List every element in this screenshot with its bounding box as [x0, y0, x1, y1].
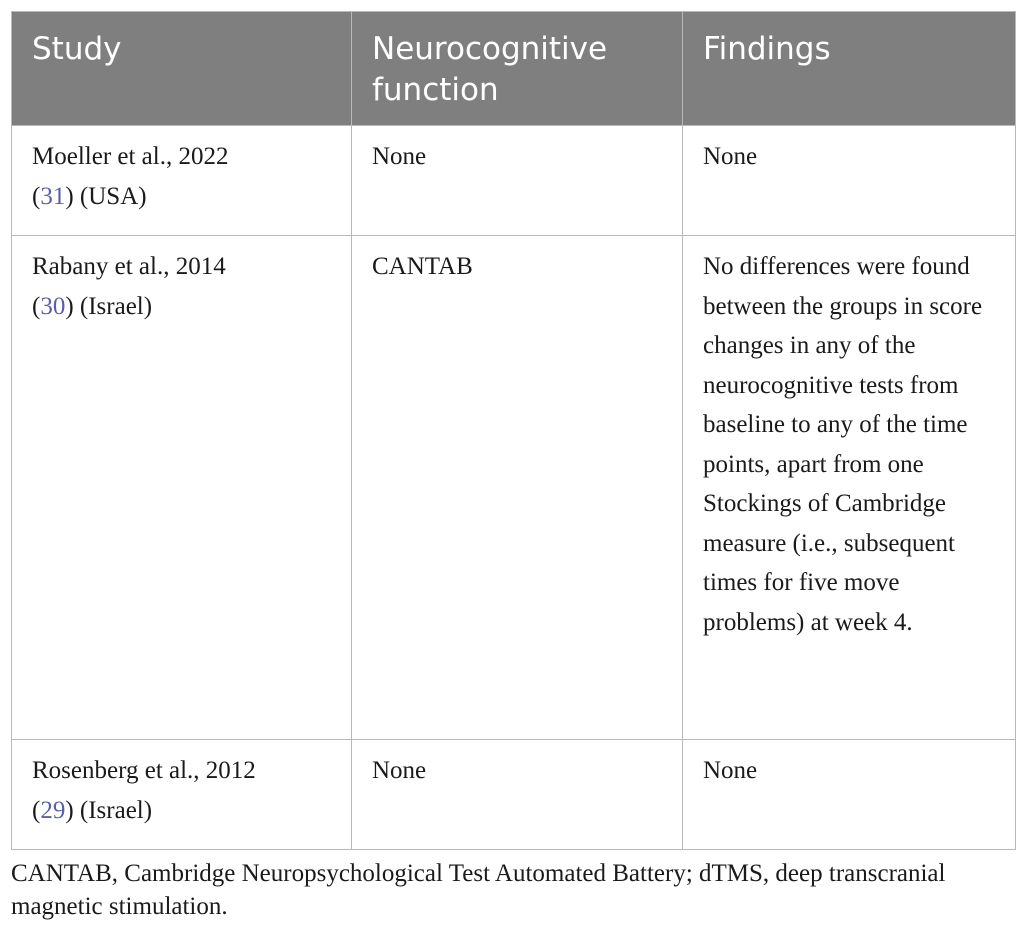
- citation-link[interactable]: 29: [40, 796, 66, 824]
- study-table: [11, 11, 1016, 850]
- function-cell: None: [352, 740, 683, 850]
- study-name: Rosenberg et al., 2012: [32, 757, 256, 784]
- header-neurocognitive-function: Neurocognitive function: [352, 12, 683, 126]
- study-name: Moeller et al., 2022: [32, 143, 229, 170]
- function-cell: None: [352, 126, 683, 236]
- table-row: [12, 126, 1016, 236]
- table-header-row: [12, 12, 1016, 126]
- study-cell: Rosenberg et al., 2012 (29) (Israel): [12, 740, 352, 850]
- table-footnote: CANTAB, Cambridge Neuropsychological Test Automated Battery; dTMS, deep transcranial magnetic stimulation.: [11, 860, 946, 920]
- header-findings: Findings: [683, 12, 1016, 126]
- table-row: [12, 740, 1016, 850]
- study-country: (Israel): [79, 292, 153, 320]
- study-name: Rabany et al., 2014: [32, 253, 226, 280]
- header-study: Study: [12, 12, 352, 126]
- function-cell: CANTAB: [352, 236, 683, 740]
- citation-link[interactable]: 30: [40, 292, 66, 320]
- study-table-container: [11, 11, 1015, 850]
- study-cell: Rabany et al., 2014 (30) (Israel): [12, 236, 352, 740]
- study-country: (USA): [79, 182, 147, 210]
- citation-link[interactable]: 31: [40, 182, 66, 210]
- findings-cell: None: [683, 126, 1016, 236]
- study-country: (Israel): [79, 796, 153, 824]
- findings-cell: None: [683, 740, 1016, 850]
- study-cell: Moeller et al., 2022 (31) (USA): [12, 126, 352, 236]
- findings-cell: No differences were found between the groups in score changes in any of the neurocognitive tests from baseline to any of the time points, apart from one Stockings of Cambridge measure (i.e., subsequent times for five move problems) at week 4.: [683, 236, 1016, 740]
- table-row: [12, 236, 1016, 740]
